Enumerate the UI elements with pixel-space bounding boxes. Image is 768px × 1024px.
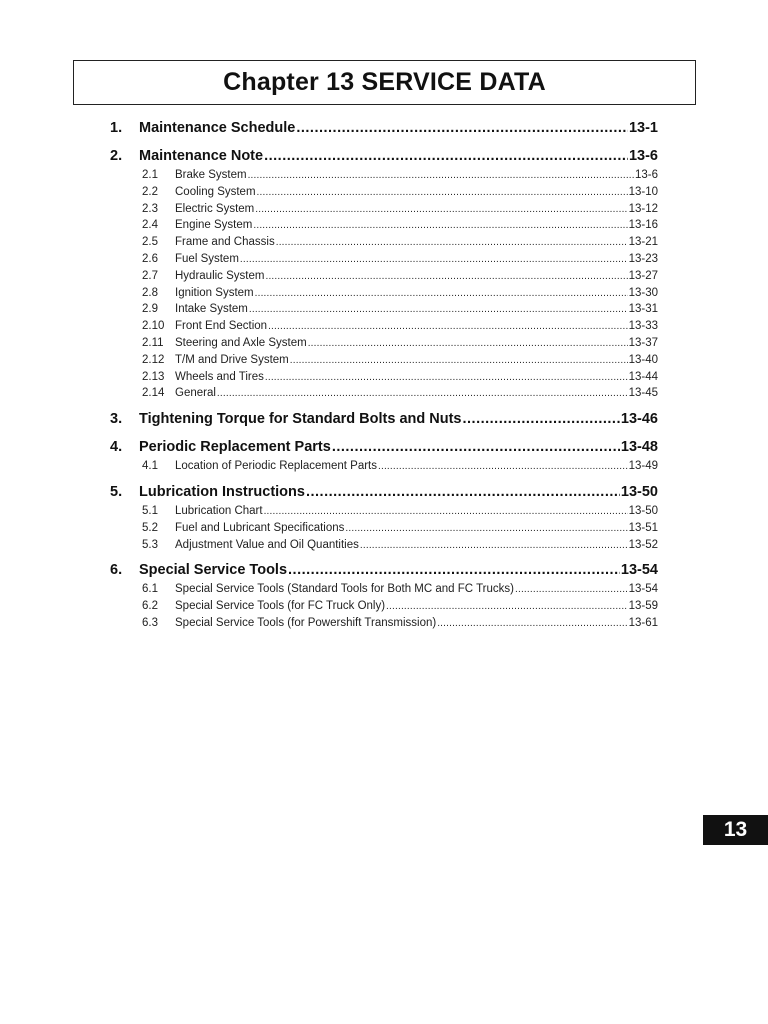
section-page-number: 13-46 — [620, 411, 658, 428]
toc-section — [110, 436, 658, 475]
toc-subsection-entry[interactable] — [110, 537, 658, 554]
toc-section-entry[interactable] — [110, 117, 658, 139]
toc-subsection-entry[interactable] — [110, 581, 658, 598]
subsection-page-number: 13-27 — [628, 269, 658, 282]
dot-leader — [345, 521, 627, 538]
subsection-page-number: 13-59 — [628, 600, 658, 613]
dot-leader — [332, 436, 620, 458]
toc-subsection-entry[interactable] — [110, 352, 658, 369]
section-page-number: 13-6 — [628, 148, 658, 164]
subsection-number: 4.1 — [142, 460, 158, 473]
subsection-page-number: 13-51 — [628, 521, 658, 534]
dot-leader — [255, 286, 628, 303]
dot-leader — [306, 481, 620, 503]
toc-subsection-entry[interactable] — [110, 268, 658, 285]
subsection-title: Cooling System — [175, 185, 256, 198]
dot-leader — [288, 559, 620, 581]
dot-leader — [264, 145, 628, 167]
subsection-page-number: 13-52 — [628, 538, 658, 551]
toc-subsection-entry[interactable] — [110, 520, 658, 537]
subsection-number: 2.13 — [142, 370, 165, 383]
chapter-title-box — [73, 60, 696, 105]
table-of-contents — [110, 117, 658, 638]
subsection-number: 2.12 — [142, 353, 165, 366]
subsection-page-number: 13-54 — [628, 583, 658, 596]
toc-section-entry[interactable] — [110, 408, 658, 430]
subsection-title: Location of Periodic Replacement Parts — [175, 460, 377, 473]
subsection-number: 2.11 — [142, 336, 164, 349]
subsection-title: Brake System — [175, 169, 247, 181]
toc-section — [110, 559, 658, 631]
subsection-page-number: 13-37 — [628, 336, 658, 349]
dot-leader — [264, 504, 628, 521]
toc-subsection-entry[interactable] — [110, 167, 658, 184]
subsection-number: 2.14 — [142, 387, 165, 400]
toc-subsection-entry[interactable] — [110, 201, 658, 218]
dot-leader — [265, 370, 628, 387]
section-title: Special Service Tools — [139, 562, 288, 579]
dot-leader — [308, 336, 628, 353]
toc-section-entry[interactable] — [110, 559, 658, 581]
subsection-title: T/M and Drive System — [175, 353, 289, 366]
subsection-title: Special Service Tools (for Powershift Transmission) — [175, 616, 437, 629]
section-number: 4. — [110, 439, 123, 456]
subsection-title: Fuel System — [175, 252, 239, 265]
toc-subsection-entry[interactable] — [110, 301, 658, 318]
chapter-title: Chapter 13 SERVICE DATA — [223, 68, 546, 96]
subsection-page-number: 13-6 — [634, 169, 658, 181]
dot-leader — [217, 386, 628, 403]
toc-section-entry[interactable] — [110, 481, 658, 503]
subsection-number: 6.1 — [142, 583, 158, 596]
toc-subsection-entry[interactable] — [110, 369, 658, 386]
section-title: Lubrication Instructions — [139, 483, 305, 500]
subsection-title: Ignition System — [175, 286, 254, 299]
subsection-number: 2.10 — [142, 320, 165, 333]
subsection-number: 2.8 — [142, 286, 158, 299]
subsection-page-number: 13-49 — [628, 460, 658, 473]
toc-subsection-entry[interactable] — [110, 615, 658, 632]
subsection-number: 2.6 — [142, 252, 158, 265]
subsection-title: Intake System — [175, 303, 248, 316]
subsection-page-number: 13-33 — [628, 320, 658, 333]
toc-section-entry[interactable] — [110, 436, 658, 458]
toc-subsection-entry[interactable] — [110, 285, 658, 302]
section-title: Maintenance Schedule — [139, 120, 296, 136]
section-number: 1. — [110, 120, 123, 136]
dot-leader — [255, 202, 627, 219]
subsection-title: Special Service Tools (Standard Tools for Both MC and FC Trucks) — [175, 583, 514, 596]
dot-leader — [386, 599, 628, 616]
subsection-title: Frame and Chassis — [175, 236, 275, 249]
section-number: 3. — [110, 411, 123, 428]
subsection-number: 2.4 — [142, 219, 158, 232]
toc-section — [110, 145, 658, 402]
subsection-number: 2.7 — [142, 269, 158, 282]
subsection-page-number: 13-12 — [628, 202, 658, 215]
subsection-page-number: 13-45 — [628, 387, 658, 400]
toc-subsection-entry[interactable] — [110, 318, 658, 335]
dot-leader — [296, 117, 628, 139]
section-number: 5. — [110, 483, 123, 500]
subsection-title: General — [175, 387, 216, 400]
dot-leader — [253, 218, 627, 235]
section-number: 2. — [110, 148, 123, 164]
subsection-page-number: 13-23 — [628, 252, 658, 265]
dot-leader — [462, 408, 619, 430]
toc-subsection-entry[interactable] — [110, 184, 658, 201]
toc-subsection-entry[interactable] — [110, 598, 658, 615]
subsection-page-number: 13-16 — [628, 219, 658, 232]
section-page-number: 13-50 — [620, 483, 658, 500]
subsection-number: 5.1 — [142, 504, 158, 517]
subsection-page-number: 13-31 — [628, 303, 658, 316]
subsection-number: 2.2 — [142, 185, 158, 198]
subsection-page-number: 13-40 — [628, 353, 658, 366]
section-title: Tightening Torque for Standard Bolts and Nuts — [139, 411, 462, 428]
subsection-title: Engine System — [175, 219, 253, 232]
subsection-page-number: 13-30 — [628, 286, 658, 299]
section-page-number: 13-54 — [620, 562, 658, 579]
subsection-number: 6.3 — [142, 616, 158, 629]
toc-subsection-entry[interactable] — [110, 217, 658, 234]
subsection-title: Special Service Tools (for FC Truck Only) — [175, 600, 386, 613]
subsection-number: 2.9 — [142, 303, 158, 316]
section-page-number: 13-1 — [628, 120, 658, 136]
toc-subsection-entry[interactable] — [110, 503, 658, 520]
dot-leader — [276, 235, 628, 252]
section-page-number: 13-48 — [620, 439, 658, 456]
subsection-page-number: 13-61 — [628, 616, 658, 629]
section-number: 6. — [110, 562, 123, 579]
subsection-title: Electric System — [175, 202, 255, 215]
dot-leader — [248, 168, 634, 185]
dot-leader — [437, 616, 627, 633]
toc-subsection-entry[interactable] — [110, 251, 658, 268]
dot-leader — [240, 252, 628, 269]
dot-leader — [290, 353, 628, 370]
toc-section — [110, 481, 658, 553]
subsection-page-number: 13-10 — [628, 185, 658, 198]
toc-section — [110, 408, 658, 430]
dot-leader — [360, 538, 628, 555]
toc-subsection-entry[interactable] — [110, 458, 658, 475]
toc-subsection-entry[interactable] — [110, 385, 658, 402]
subsection-title: Hydraulic System — [175, 269, 265, 282]
subsection-title: Steering and Axle System — [175, 336, 307, 349]
toc-subsection-entry[interactable] — [110, 234, 658, 251]
subsection-number: 2.5 — [142, 236, 158, 249]
dot-leader — [268, 319, 628, 336]
subsection-number: 2.1 — [142, 169, 158, 181]
subsection-number: 5.2 — [142, 521, 158, 534]
subsection-page-number: 13-50 — [628, 504, 658, 517]
dot-leader — [378, 459, 628, 476]
dot-leader — [515, 582, 628, 599]
subsection-number: 2.3 — [142, 202, 158, 215]
section-title: Maintenance Note — [139, 148, 264, 164]
dot-leader — [249, 302, 628, 319]
toc-section — [110, 117, 658, 139]
subsection-title: Fuel and Lubricant Specifications — [175, 521, 345, 534]
subsection-number: 6.2 — [142, 600, 158, 613]
subsection-title: Front End Section — [175, 320, 268, 333]
toc-section-entry[interactable] — [110, 145, 658, 167]
subsection-title: Adjustment Value and Oil Quantities — [175, 538, 359, 551]
subsection-page-number: 13-21 — [628, 236, 658, 249]
dot-leader — [265, 269, 627, 286]
dot-leader — [257, 185, 628, 202]
subsection-title: Lubrication Chart — [175, 504, 263, 517]
subsection-number: 5.3 — [142, 538, 158, 551]
chapter-tab: 13 — [703, 815, 768, 845]
toc-subsection-entry[interactable] — [110, 335, 658, 352]
subsection-title: Wheels and Tires — [175, 370, 264, 383]
subsection-page-number: 13-44 — [628, 370, 658, 383]
section-title: Periodic Replacement Parts — [139, 439, 331, 456]
